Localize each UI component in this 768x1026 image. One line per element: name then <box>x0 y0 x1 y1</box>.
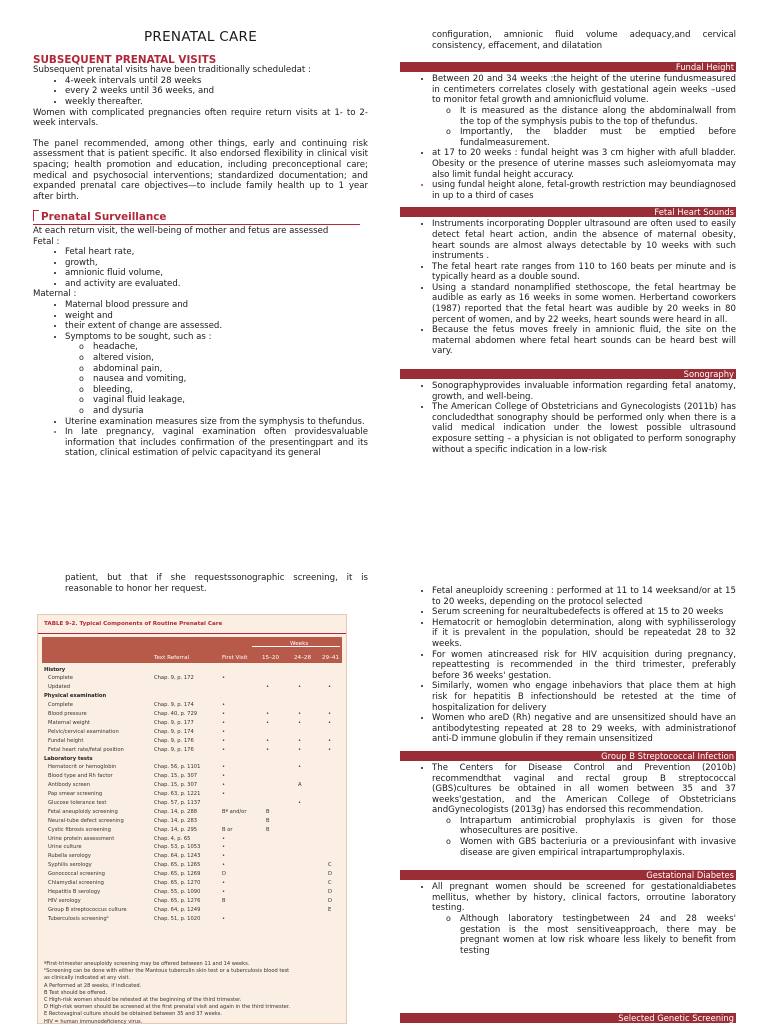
row-cell: • <box>222 862 226 869</box>
row-cell: E <box>328 906 332 913</box>
intro-continued: configuration, amnionic fluid volume adequacy,and cervical consistency, effacement, and dilatation <box>432 30 736 51</box>
subsequent-intro: Subsequent prenatal visits have been traditionally scheduledat : <box>33 65 311 76</box>
list-item: • In late pregnancy, vaginal examination often providesvaluable information that includes confirmation of the presentingpart and its station, clinical estimation of pelvic capacityand its general <box>65 427 368 459</box>
row-reference: Chap. 57, p. 1137 <box>154 799 201 806</box>
row-reference: Chap. 65, p. 1270 <box>154 879 201 886</box>
row-label: Pap smear screening <box>48 791 103 798</box>
row-cell: • <box>328 737 332 744</box>
row-reference: Chap. 9, p. 177 <box>154 719 194 726</box>
list-item: • weight and <box>65 311 368 322</box>
table-row <box>42 799 342 808</box>
prenatal-surveillance-heading <box>33 210 360 225</box>
footnote: as clinically indicated at any visit. <box>44 975 131 982</box>
row-cell: • <box>222 835 226 842</box>
row-label: Urine protein assessment <box>48 835 115 842</box>
fetal-list <box>33 247 368 289</box>
row-cell: • <box>222 773 226 780</box>
footnote: ᵇScreening can be done with either the Mantoux tuberculin skin test or a tuberculosis blood test <box>44 968 290 975</box>
list-item: • every 2 weeks until 36 weeks, and <box>65 86 368 97</box>
row-reference: Chap. 51, p. 1020 <box>154 915 201 922</box>
row-cell: • <box>222 675 226 682</box>
gdm-text: All pregnant women should be screened for gestationaldiabetes mellitus, whether by history, clinical factors, orroutine laboratory testing. <box>432 882 736 914</box>
table-row <box>42 897 342 906</box>
list-item: • Fetal aneuploidy screening : performed at 11 to 14 weeksand/or at 15 to 20 weeks, depending on the protocol selected <box>432 586 736 607</box>
row-label: Hepatitis B serology <box>48 888 101 895</box>
list-item: o It is measured as the distance along the abdominalwall from the top of the symphysis pubis to the top of thefundus. <box>460 106 736 127</box>
col-header: First Visit <box>222 654 248 661</box>
list-item: • Sonographyprovides invaluable information regarding fetal anatomy, growth, and well-being. <box>432 381 736 402</box>
row-cell: • <box>266 711 270 718</box>
table-footnotes <box>44 961 340 1026</box>
footnote: A Performed at 28 weeks, if indicated. <box>44 982 142 989</box>
table-section-row <box>42 692 342 701</box>
group-b-strep-bar: Group B Streptococcal Infection <box>400 751 736 761</box>
gbs-text: The Centers for Disease Control and Prevention (2010b) recommendthat vaginal and rectal group B streptococcal (GBS)cultures be obtained in all women between 35 and 37 weeks'gestation, and the American College of Obstetricians andGynecologists (2013g) has endorsed this recommendation. <box>432 762 736 816</box>
symptoms-list <box>65 342 368 416</box>
weeks-divider <box>252 646 340 647</box>
maternal-label: Maternal : <box>33 289 77 300</box>
list-item <box>432 882 736 956</box>
surveillance-intro: At each return visit, the well-being of mother and fetus are assessed <box>33 225 329 236</box>
row-cell: • <box>328 711 332 718</box>
table-row <box>42 781 342 790</box>
table-row <box>42 817 342 826</box>
row-cell: • <box>298 746 302 753</box>
row-cell: • <box>222 791 226 798</box>
row-cell: B <box>266 808 270 815</box>
row-cell: • <box>298 764 302 771</box>
genetic-screening-bar: Selected Genetic Screening <box>400 1013 736 1023</box>
col-header: Text Referral <box>154 654 190 661</box>
row-cell: Bª and/or <box>222 808 247 815</box>
row-label: Gonococcal screening <box>48 871 105 878</box>
footnote: C High-risk women should be retested at the beginning of the third trimester. <box>44 997 242 1004</box>
row-label: Hematocrit or hemoglobin <box>48 764 117 771</box>
prenatal-care-table <box>37 614 347 1024</box>
footnote: E Rectovaginal culture should be obtained between 35 and 37 weeks. <box>44 1011 223 1018</box>
list-item <box>432 763 736 858</box>
row-reference: Chap. 56, p. 1101 <box>154 764 201 771</box>
list-item: o bleeding, <box>93 385 368 396</box>
row-cell: • <box>298 799 302 806</box>
list-item: • Similarly, women who engage inbehaviors that place them at high risk for hepatitis B infectionshould be retested at the time of hospitalization for delivery <box>432 681 736 713</box>
row-reference: Chap. 53, p. 1053 <box>154 844 201 851</box>
table-row <box>42 763 342 772</box>
right-column <box>400 30 736 455</box>
row-cell: • <box>222 746 226 753</box>
row-cell: B <box>266 826 270 833</box>
table-row <box>42 701 342 710</box>
row-label: Group B streptococcus culture <box>48 906 127 913</box>
table-row <box>42 835 342 844</box>
prenatal-surveillance-label: Prenatal Surveillance <box>41 211 167 224</box>
row-cell: • <box>328 746 332 753</box>
row-cell: B or <box>222 826 233 833</box>
row-reference: Chap. 65, p. 1265 <box>154 862 201 869</box>
row-reference: Chap. 14, p. 283 <box>154 817 198 824</box>
row-cell: C <box>328 862 332 869</box>
table-section-row <box>42 755 342 764</box>
table-header <box>42 637 342 663</box>
table-row <box>42 906 342 915</box>
table-body <box>38 666 346 924</box>
row-reference: Chap. 65, p. 1276 <box>154 897 201 904</box>
list-item: o abdominal pain, <box>93 364 368 375</box>
row-reference: Chap. 9, p. 176 <box>154 737 194 744</box>
row-reference: Chap. 4, p. 65 <box>154 835 191 842</box>
page-title: PRENATAL CARE <box>143 29 258 45</box>
row-cell: B <box>266 817 270 824</box>
row-cell: C <box>328 879 332 886</box>
panel-recommendation-text: The panel recommended, among other things, early and continuing risk assessment that is patient specific. It also endorsed flexibility in clinical visit spacing; health promotion and education, including preconceptional care; medical and psychosocial interventions; standardized documentation; and expanded prenatal care objectives—to include family health up to 1 year after birth. <box>33 138 368 202</box>
row-reference: Chap. 65, p. 1269 <box>154 871 201 878</box>
table-row <box>42 790 342 799</box>
row-cell: • <box>222 844 226 851</box>
row-cell: • <box>222 719 226 726</box>
visit-schedule-list <box>33 76 368 108</box>
table-caption: TABLE 9-2. Typical Components of Routine Prenatal Care <box>38 615 346 634</box>
list-item: • their extent of change are assessed. <box>65 321 368 332</box>
list-item: • Uterine examination measures size from the symphysis to thefundus. <box>65 417 368 428</box>
row-label: Syphilis serology <box>48 862 92 869</box>
table-row <box>42 772 342 781</box>
table-row <box>42 683 342 692</box>
list-item: o Intrapartum antimicrobial prophylaxis is given for those whosecultures are positive. <box>460 816 736 837</box>
row-reference: Chap. 64, p. 1243 <box>154 853 201 860</box>
maternal-list <box>33 300 368 459</box>
row-reference: Chap. 64, p. 1249 <box>154 906 201 913</box>
list-item: • growth, <box>65 258 368 269</box>
right-column-continued <box>400 586 736 956</box>
row-label: Complete <box>48 675 74 682</box>
table-row <box>42 852 342 861</box>
row-reference: Chap. 9, p. 174 <box>154 702 194 709</box>
footnote: HIV = human immunodeficiency virus. <box>44 1018 143 1025</box>
row-cell: • <box>298 719 302 726</box>
table-row <box>42 728 342 737</box>
row-cell: • <box>298 711 302 718</box>
continued-text: patient, but that if she requestssonographic screening, it is reasonable to honor her request. <box>65 573 368 594</box>
col-header: 24–28 <box>294 654 312 661</box>
list-item: o and dysuria <box>93 406 368 417</box>
row-reference: Chap. 15, p. 307 <box>154 773 198 780</box>
row-cell: • <box>266 719 270 726</box>
row-reference: Chap. 55, p. 1090 <box>154 888 201 895</box>
list-item: • The fetal heart rate ranges from 110 to 160 beats per minute and is typically heard as a double sound. <box>432 262 736 283</box>
row-label: Rubella serology <box>48 853 91 860</box>
table-row <box>42 843 342 852</box>
symptoms-intro: Symptoms to be sought, such as : <box>65 331 212 342</box>
list-item: o Importantly, the bladder must be emptied before fundalmeasurement. <box>460 127 736 148</box>
row-cell: • <box>222 915 226 922</box>
list-item: • Fetal heart rate, <box>65 247 368 258</box>
row-label: History <box>44 666 66 673</box>
row-cell: • <box>222 728 226 735</box>
col-header: 29–41 <box>322 654 340 661</box>
row-cell: A <box>298 782 302 789</box>
list-item: • and activity are evaluated. <box>65 279 368 290</box>
row-label: Tuberculosis screeningᵇ <box>48 915 109 922</box>
footnote: D High-risk women should be screened at the first prenatal visit and again in the third trimester. <box>44 1004 291 1011</box>
row-cell: • <box>222 782 226 789</box>
row-cell: • <box>222 879 226 886</box>
row-cell: • <box>222 764 226 771</box>
list-item: o altered vision, <box>93 353 368 364</box>
list-item: • at 17 to 20 weeks : fundal height was 3 cm higher with afull bladder. Obesity or the presence of uterine masses such asleiomyomata may also limit fundal height accuracy. <box>432 148 736 180</box>
row-reference: Chap. 14, p. 288 <box>154 808 198 815</box>
table-row <box>42 870 342 879</box>
list-item: • Maternal blood pressure and <box>65 300 368 311</box>
row-reference: Chap. 14, p. 295 <box>154 826 198 833</box>
list-item <box>432 74 736 148</box>
weeks-label: Weeks <box>290 640 309 647</box>
row-reference: Chap. 63, p. 1221 <box>154 791 201 798</box>
complicated-pregnancies-text: Women with complicated pregnancies often require return visits at 1- to 2-week intervals. <box>33 107 368 129</box>
list-item: • amnionic fluid volume, <box>65 268 368 279</box>
row-reference: Chap. 40, p. 729 <box>154 711 198 718</box>
row-cell: • <box>298 684 302 691</box>
row-label: Cystic fibrosis screening <box>48 826 111 833</box>
row-cell: • <box>298 737 302 744</box>
row-cell: • <box>222 711 226 718</box>
row-label: Antibody screen <box>48 782 91 789</box>
list-item: • weekly thereafter. <box>65 97 368 108</box>
row-cell: • <box>222 888 226 895</box>
row-cell: • <box>266 737 270 744</box>
row-label: Fundal height <box>48 737 84 744</box>
subsequent-visits-heading: SUBSEQUENT PRENATAL VISITS <box>33 53 217 66</box>
table-row <box>42 888 342 897</box>
left-column-continued <box>33 573 368 594</box>
row-label: Neural-tube defect screening <box>48 817 124 824</box>
table-row <box>42 915 342 924</box>
list-item: • using fundal height alone, fetal-growth restriction may beundiagnosed in up to a third of cases <box>432 180 736 201</box>
row-cell: • <box>328 684 332 691</box>
footnote: B Test should be offered. <box>44 989 107 996</box>
list-item: • Hematocrit or hemoglobin determination, along with syphilisserology if it is prevalent in the population, should be repeatedat 28 to 32 weeks. <box>432 618 736 650</box>
row-reference: Chap. 9, p. 172 <box>154 675 194 682</box>
table-row <box>42 879 342 888</box>
row-cell: • <box>222 702 226 709</box>
row-cell: • <box>222 737 226 744</box>
list-item: • 4-week intervals until 28 weeks <box>65 76 368 87</box>
row-label: Glucose tolerance test <box>48 799 107 806</box>
table-row <box>42 674 342 683</box>
row-reference: Chap. 15, p. 307 <box>154 782 198 789</box>
row-label: Fetal aneuploidy screening <box>48 808 118 815</box>
row-label: Fetal heart rate/fetal position <box>48 746 124 753</box>
row-cell: • <box>328 719 332 726</box>
row-label: Updated <box>48 684 71 691</box>
row-label: Physical examination <box>44 693 107 700</box>
row-cell: D <box>328 888 332 895</box>
list-item: • For women atincreased risk for HIV acquisition during pregnancy, repeattesting is recommended in the third trimester, preferably before 36 weeks' gestation. <box>432 650 736 682</box>
table-row <box>42 826 342 835</box>
row-label: Blood type and Rh factor <box>48 773 113 780</box>
table-row <box>42 710 342 719</box>
row-reference: Chap. 9, p. 176 <box>154 746 194 753</box>
list-item: • Instruments incorporating Doppler ultrasound are often used to easily detect fetal heart action, andin the absence of maternal obesity, heart sounds are almost always detectable by 10 weeks with such instruments . <box>432 219 736 261</box>
list-item: o nausea and vomiting, <box>93 374 368 385</box>
row-cell: • <box>266 746 270 753</box>
footnote: ªFirst-trimester aneuploidy screening may be offered between 11 and 14 weeks. <box>44 961 250 967</box>
table-row <box>42 719 342 728</box>
gestational-diabetes-bar: Gestational Diabetes <box>400 870 736 880</box>
row-cell: D <box>222 871 226 878</box>
list-item <box>65 332 368 417</box>
row-cell: • <box>222 853 226 860</box>
col-header: 15–20 <box>262 654 280 661</box>
fundal-text: Between 20 and 34 weeks :the height of the uterine fundusmeasured in centimeters correlates closely with gestational agein weeks –used to monitor fetal growth and amnionicfluid volume. <box>432 74 736 106</box>
table-row <box>42 808 342 817</box>
row-label: Chlamydial screening <box>48 879 104 886</box>
row-label: Maternal weight <box>48 719 90 726</box>
row-label: Pelvic/cervical examination <box>48 728 119 735</box>
list-item: o headache, <box>93 342 368 353</box>
row-cell: B <box>222 897 226 904</box>
row-reference: Chap. 9, p. 174 <box>154 728 194 735</box>
list-item: • Using a standard nonamplified stethoscope, the fetal heartmay be audible as early as 16 weeks in some women. Herbertand coworkers (1987) reported that the fetal heart was audible by 20 weeks in 80 percent of women, and by 22 weeks, heart sounds were heard in all. <box>432 283 736 325</box>
row-label: Urine culture <box>48 844 82 851</box>
row-label: Complete <box>48 702 74 709</box>
row-label: Blood pressure <box>48 711 87 718</box>
row-cell: • <box>266 684 270 691</box>
table-section-row <box>42 666 342 675</box>
fetal-label: Fetal : <box>33 236 60 247</box>
sonography-bar: Sonography <box>400 369 736 379</box>
row-cell: D <box>328 897 332 904</box>
list-item: o vaginal fluid leakage, <box>93 395 368 406</box>
table-row <box>42 861 342 870</box>
list-item: o Although laboratory testingbetween 24 and 28 weeks' gestation is the most sensitiveapproach, there may be pregnant women at low risk whoare less likely to benefit from testing <box>460 914 736 956</box>
list-item: • Serum screening for neuraltubedefects is offered at 15 to 20 weeks <box>432 607 736 618</box>
table-row <box>42 737 342 746</box>
row-cell: D <box>328 871 332 878</box>
row-label: HIV serology <box>48 897 81 904</box>
list-item: • Because the fetus moves freely in amnionic fluid, the site on the maternal abdomen where fetal heart sounds can be heard best will vary. <box>432 325 736 357</box>
table-row <box>42 746 342 755</box>
row-label: Laboratory tests <box>44 755 93 762</box>
left-column <box>33 29 368 459</box>
fundal-height-bar: Fundal Height <box>400 62 736 72</box>
list-item: o Women with GBS bacteriuria or a previousinfant with invasive disease are given empirical intrapartumprophylaxis. <box>460 837 736 858</box>
fetal-heart-sounds-bar: Fetal Heart Sounds <box>400 207 736 217</box>
list-item: • Women who areD (Rh) negative and are unsensitized should have an antibodytesting repeated at 28 to 29 weeks, with administrationof anti-D immune globulin if they remain unsensitized <box>432 713 736 745</box>
list-item: • The American College of Obstetricians and Gynecologists (2011b) has concludedthat sonography should be performed only when there is a valid medical indication under the lowest possible ultrasound exposure setting – a physician is not obligated to perform sonography without a specific indication in a low-risk <box>432 402 736 455</box>
heading-bracket-icon <box>33 210 39 221</box>
